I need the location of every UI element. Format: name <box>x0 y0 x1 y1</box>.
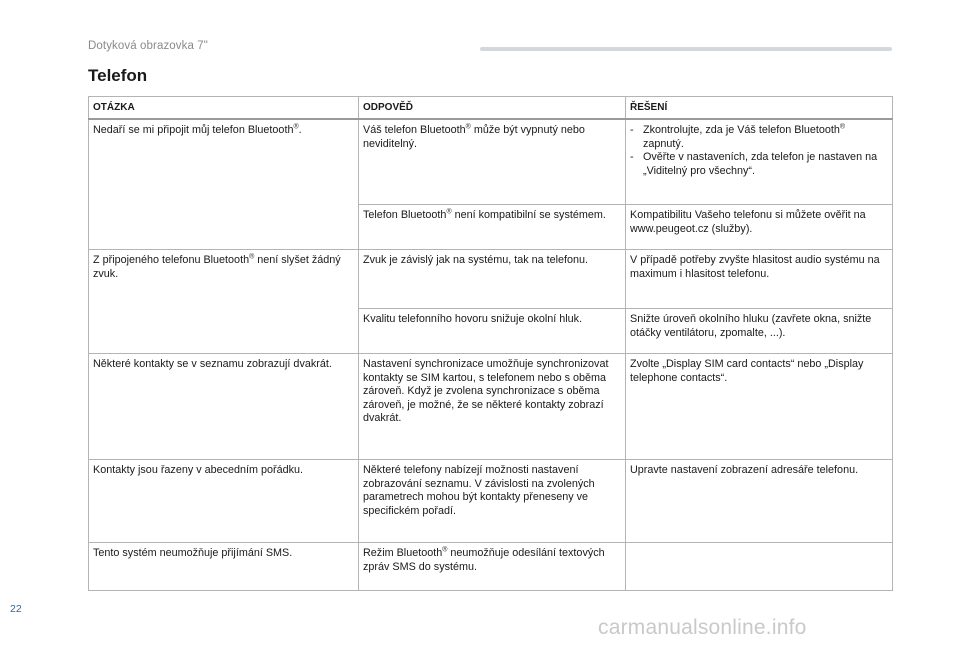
registered-mark: ® <box>446 208 452 216</box>
column-header-solution: ŘEŠENÍ <box>626 97 893 120</box>
answer-cell <box>359 543 626 591</box>
solution-cell: Zvolte „Display SIM card contacts“ nebo „Display telephone contacts“. <box>626 354 893 460</box>
header-divider-bar <box>480 47 892 51</box>
answer-cell: Zvuk je závislý jak na systému, tak na telefonu. <box>359 250 626 309</box>
watermark-text: carmanualsonline.info <box>598 616 807 639</box>
answer-cell: Nastavení synchronizace umožňuje synchronizovat kontakty se SIM kartou, s telefonem nebo s oběma zároveň. Když je zvolena synchronizace s oběma zároveň, je možné, že se některé kontakty zobrazí dvakrát. <box>359 354 626 460</box>
column-header-answer: ODPOVĚĎ <box>359 97 626 120</box>
answer-text: Režim Bluetooth <box>363 547 443 560</box>
page-number: 22 <box>10 603 22 615</box>
answer-cell: Kvalitu telefonního hovoru snižuje okolní hluk. <box>359 309 626 354</box>
column-header-question: OTÁZKA <box>89 97 359 120</box>
dash-bullet: - <box>630 151 634 164</box>
table-row <box>89 250 893 309</box>
table-header-row <box>89 97 893 120</box>
page-title: Telefon <box>88 66 148 85</box>
question-text: Nedaří se mi připojit můj telefon Bluetooth <box>93 124 294 137</box>
table-row <box>89 543 893 591</box>
question-cell: Kontakty jsou řazeny v abecedním pořádku. <box>89 460 359 543</box>
solution-cell <box>626 119 893 205</box>
answer-cell: Některé telefony nabízejí možnosti nastavení zobrazování seznamu. V závislosti na zvolených parametrech mohou být kontakty přeneseny ve specifickém pořadí. <box>359 460 626 543</box>
answer-text: není kompatibilní se systémem. <box>451 209 606 222</box>
solution-cell: Upravte nastavení zobrazení adresáře telefonu. <box>626 460 893 543</box>
question-text: . <box>298 124 302 137</box>
table-row <box>89 119 893 205</box>
solution-cell: V případě potřeby zvyšte hlasitost audio systému na maximum i hlasitost telefonu. <box>626 250 893 309</box>
solution-cell <box>626 543 893 591</box>
solution-list-item <box>630 124 887 151</box>
registered-mark: ® <box>465 123 471 131</box>
answer-cell <box>359 119 626 205</box>
question-cell: Tento systém neumožňuje přijímání SMS. <box>89 543 359 591</box>
question-cell: Některé kontakty se v seznamu zobrazují dvakrát. <box>89 354 359 460</box>
section-header: Dotyková obrazovka 7" <box>88 40 208 52</box>
dash-bullet: - <box>630 124 634 137</box>
registered-mark: ® <box>442 546 448 554</box>
solution-cell: Snižte úroveň okolního hluku (zavřete okna, snižte otáčky ventilátoru, zpomalte, ...). <box>626 309 893 354</box>
answer-text: může být vypnutý nebo neviditelný. <box>363 124 585 150</box>
answer-text: Váš telefon Bluetooth <box>363 124 466 137</box>
answer-cell <box>359 205 626 250</box>
registered-mark: ® <box>249 253 255 261</box>
solution-text: Zkontrolujte, zda je Váš telefon Bluetooth <box>643 124 840 137</box>
troubleshooting-table <box>88 96 893 591</box>
question-cell <box>89 119 359 250</box>
solution-text: Ověřte v nastaveních, zda telefon je nastaven na „Viditelný pro všechny“. <box>643 151 878 177</box>
question-text: Z připojeného telefonu Bluetooth <box>93 254 250 267</box>
registered-mark: ® <box>839 123 846 131</box>
solution-list-item <box>630 151 887 178</box>
answer-text: neumožňuje odesílání textových zpráv SMS do systému. <box>363 547 605 573</box>
registered-mark: ® <box>293 123 299 131</box>
table-row <box>89 460 893 543</box>
question-cell <box>89 250 359 354</box>
solution-cell: Kompatibilitu Vašeho telefonu si můžete ověřit na www.peugeot.cz (služby). <box>626 205 893 250</box>
question-text: není slyšet žádný zvuk. <box>93 254 341 280</box>
table-row <box>89 354 893 460</box>
solution-text: zapnutý. <box>643 137 684 150</box>
answer-text: Telefon Bluetooth <box>363 209 447 222</box>
